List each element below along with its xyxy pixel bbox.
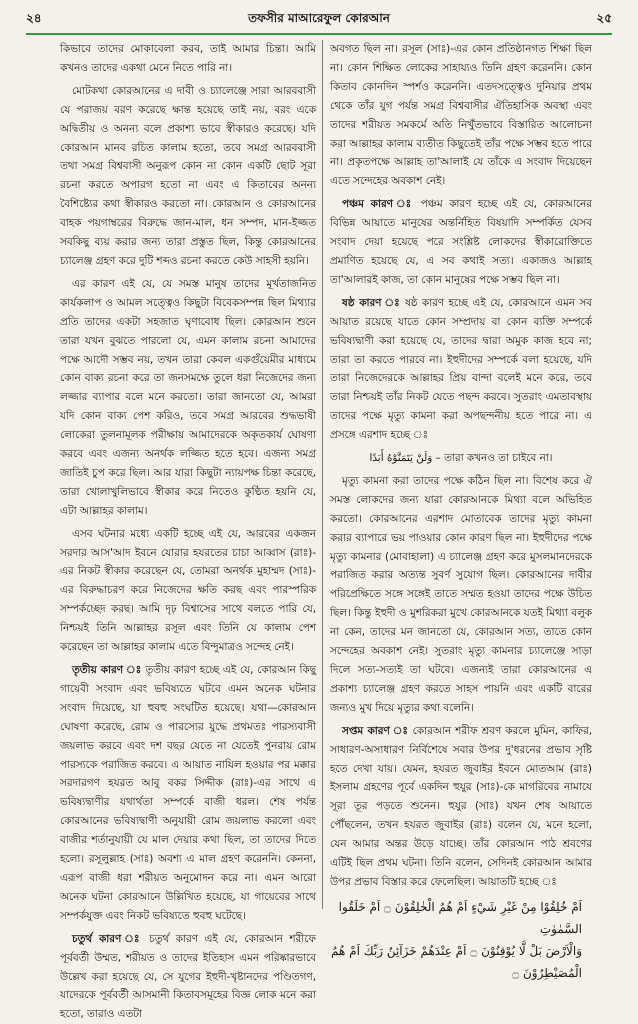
column-divider [322, 40, 323, 909]
section-label: তৃতীয় কারণ ঃ [72, 664, 142, 676]
paragraph: মোটকথা কোরআনের এ দাবী ও চ্যালেঞ্জে সারা আরববাসী যে পরাজয় বরণ করেছে ক্ষান্ত হয়েছে তাই নয়, বরং একে অদ্বিতীয় ও অনন্য বলে প্রকাশ্য ভাবে স্বীকারও করেছে। যদি কোরআন মানব রচিত কালাম হতো, তবে সমগ্র আরববাসী তথা সমগ্র বিশ্ববাসী অনুরূপ কোন না কোন একটি ছোট সূরা রচনা করতে অপারগ হতো না এবং এ কিতাবের অনন্য বৈশিষ্ট্যের কথা স্বীকারও করতো না। কোরআন ও কোরআনের বাহক পয়গাম্বরের বিরুদ্ধে জান-মাল, ধন সম্পদ, মান-ইজ্জত সবকিছু ব্যয় করার জন্য তারা প্রস্তুত ছিল, কিন্তু কোরআনের চ্যালেঞ্জ গ্রহণ করে দুটি শব্দও রচনা করতে কেউ সাহসী হয়নি। [60, 84, 316, 267]
section-label: ষষ্ঠ কারণ ঃ [342, 296, 401, 309]
paragraph-text: চতুর্থ কারণ এই যে, কোরআন শরীফে পূর্ববর্তী উম্মত, শরীয়ত ও তাদের ইতিহাস এমন পরিষ্কারভাবে উল্লেখ করা হয়েছে যে, সে যুগের ইহুদী-খৃষ্টানদের পণ্ডিতগণ, যাদেরকে পূর্ববর্তী আসমানী কিতাবসমূহের বিজ্ঞ লোক মনে করা হতো, তারাও এতটা [60, 932, 316, 1021]
arabic-quote-line [330, 449, 592, 468]
arabic-verse-line: وَالْاَرْضَ بَلْ لَّا يُوْقِنُوْنَ ۝ اَمْ عِنْدَهُمْ خَزَآئِنُ رَبِّكَ اَمْ هُمُ [331, 943, 582, 958]
section-label: চতুর্থ কারণ ঃ [72, 932, 143, 945]
page-number-right: ২৫ [596, 11, 612, 25]
paragraph: এসব ঘটনার মধ্যে একটি হচ্ছে এই যে, আরবের একজন সরদার আস'আদ ইবনে যোরার হযরতের চাচা আব্বাস (রাঃ)-এর নিকট স্বীকার করেছেন যে, তোমরা অনর্থক মুহাম্মদ (সাঃ)-এর বিরুদ্ধাচরণ করে নিজেদের ক্ষতি করছ এবং পারস্পরিক সম্পর্কচ্ছেদ করছ। আমি দৃঢ় বিশ্বাসের সাথে বলতে পারি যে, নিশ্চয়ই তিনি আল্লাহর রসূল এবং তিনি যে কালাম পেশ করেছেন তা আল্লাহর কালাম এতে বিন্দুমাত্রও সন্দেহ নেই। [60, 527, 316, 654]
paragraph: মৃত্যু কামনা করা তাদের পক্ষে কঠিন ছিল না। বিশেষ করে ঐ সমস্ত লোকদের জন্য যারা কোরআনকে মিথ্যা বলে অভিহিত করতো। কোরআনের এরশাদ মোতাবেক তাদের মৃত্যু কামনা করার ব্যাপারে ভয় পাওয়ার কোন কারণ ছিল না। ইহুদীদের পক্ষে মৃত্যু কামনার (মোবাহালা) এ চ্যালেঞ্জ গ্রহণ করে মুসলমানদেরকে পরাজিত করার অত্যন্ত সুবর্ণ সুযোগ ছিল। কোরআনের দাবীর পরিপ্রেক্ষিতে সঙ্গে সঙ্গেই তাতে সম্মত হওয়া তাদের পক্ষে উচিত ছিল। কিন্তু ইহুদী ও মুশরিকরা মুখে কোরআনকে যতই মিথ্যা বলুক না কেন, তাদের মন জানতো যে, কোরআন সত্য, তাতে কোন সন্দেহের অবকাশ নেই। সুতরাং মৃত্যু কামনার চ্যালেঞ্জে সাড়া দিলে সত্য-সত্যই তা ঘটবে। এজন্যই তারা কোরআনের এ প্রকাশ্য চ্যালেঞ্জ গ্রহণ করতে সাহস পায়নি এবং একটি বারের জন্যও মুখ দিয়ে মৃত্যুর কথা বলেনি। [330, 474, 592, 714]
arabic-verse-line: اَمْ خُلِقُوْا مِنْ غَيْرِ شَيْءٍ اَمْ هُمُ الْخٰلِقُوْنَ ۝ اَمْ خَلَقُوا السَّمٰوٰتِ [338, 899, 582, 936]
paragraph-text: ষষ্ঠ কারণ হচ্ছে এই যে, কোরআনে এমন সব আয়াত রয়েছে যাতে কোন সম্প্রদায় বা কোন ব্যক্তি সম্পর্কে ভবিষ্যদ্বাণী করা হয়েছে যে, তাদের দ্বারা অমুক কাজ হবে না; তারা তা করতে পারবে না। ইহুদীদের সম্পর্কে বলা হয়েছে, যদি তারা নিজেদেরকে আল্লাহর প্রিয় বান্দা বলেই মনে করে, তবে তারা নিশ্চয়ই তাঁর নিকট যেতে পছন্দ করবে। সুতরাং এমতাবস্থায় তাদের পক্ষে মৃত্যু কামনা করা অপছন্দনীয় হতে পারে না। এ প্রসঙ্গে এরশাদ হচ্ছে ঃ [330, 296, 592, 442]
paragraph: অবগত ছিল না। রসূল (সাঃ)-এর কোন প্রতিষ্ঠানগত শিক্ষা ছিল না। কোন শিক্ষিত লোকের সাহায্যও তিনি গ্রহণ করেননি। কোন কিতাব কোনদিন স্পর্শও করেননি। এতদসত্ত্বেও দুনিয়ার প্রথম থেকে তাঁর যুগ পর্যন্ত সমগ্র বিশ্ববাসীর ঐতিহাসিক অবস্থা এবং তাদের শরীয়ত সমকর্মে অতি নিখুঁতভাবে বিস্তারিত আলোচনা করা আল্লাহর কালাম ব্যতীত কিছুতেই তাঁর পক্ষে সম্ভব হতে পারে না। প্রকৃতপক্ষে আল্লাহ তা'আলাই যে তাঁকে এ সংবাদ দিয়েছেন এতে সন্দেহের অবকাশ নেই। [330, 43, 592, 188]
paragraph [330, 195, 592, 290]
paragraph-text: তৃতীয় কারণ হচ্ছে এই যে, কোরআন কিছু গায়েবী সংবাদ এবং ভবিষ্যতে ঘটবে এমন অনেক ঘটনার সংবাদ দিয়েছে, যা হুবহু সংঘটিত হয়েছে। যথা—কোরআন ঘোষণা করেছে, রোম ও পারস্যের যুদ্ধে প্রথমতঃ পারস্যবাসী জয়লাভ করবে এবং দশ বছর যেতে না যেতেই পুনরায় রোম পারস্যকে পরাজিত করবে। এ আয়াত নাযিল হওয়ার পর মক্কার সরদারগণ হযরত আবু বকর সিদ্দীক (রাঃ)-এর সাথে এ ভবিষ্যদ্বাণীর যথার্থতা সম্পর্কে বাজী ধরল। শেষ পর্যন্ত কোরআনের ভবিষ্যদ্বাণী অনুযায়ী রোম জয়লাভ করলো এবং বাজীর শর্তানুযায়ী যে মাল দেয়ার কথা ছিল, তা তাদের দিতে হলো। রসূলুল্লাহ (সাঃ) অবশ্য এ মাল গ্রহণ করেননি। কেননা, এরূপ বাজী ধরা শরীয়ত অনুমোদন করে না। এমন আরো অনেক ঘটনা কোরআনে উল্লিখিত হয়েছে, যা গায়েবের সাথে সম্পর্কযুক্ত এবং নিকট ভবিষ্যতে হুবহু ঘটেছে। [60, 664, 316, 922]
section-label: সপ্তম কারণ ঃ [342, 724, 409, 737]
paragraph: এর কারণ এই যে, যে সমস্ত মানুষ তাদের মূর্খতাজনিত কার্যকলাপ ও আমল সত্ত্বেও কিছুটা বিবেকসম্পন্ন ছিল মিথ্যার প্রতি তাদের একটা সহজাত ঘৃণাবোধ ছিল। কোরআন শুনে তারা যখন বুঝতে পারলো যে, এমন কালাম রচনা আমাদের পক্ষে আদৌ সম্ভব নয়, তখন তারা কেবল একগুঁয়েমীর মাধ্যমে কোন বাক্য রচনা করে তা জনসমক্ষে তুলে ধরা নিজেদের জন্য লজ্জার ব্যাপার বলে মনে করতো। তারা জানতো যে, আমরা যদি কোন বাক্য পেশ করিও, তবে সমগ্র আরবের শুদ্ধভাষী লোকেরা তুলনামূলক পরীক্ষায় আমাদেরকে অকৃতকার্য ঘোষণা করবে এবং এজন্য অনর্থক লজ্জিত হতে হবে। এজন্য সমগ্র জাতিই চুপ করে ছিল। আর যারা কিছুটা ন্যায়পক্ষ চিন্তা করেছে, তারা খোলাখুলিভাবে স্বীকার করে নিতেও কুণ্ঠিত হয়নি যে, এটা আল্লাহর কালাম। [60, 277, 316, 517]
section-label: পঞ্চম কারণ ঃ [342, 198, 415, 211]
page-title: তফসীর মাআরেফুল কোরআন [248, 11, 390, 25]
left-column [60, 40, 316, 1021]
paragraph [60, 930, 316, 1024]
paragraph-text: পঞ্চম কারণ হচ্ছে এই যে, কোরআনের বিভিন্ন আয়াতে মানুষের অন্তর্নিহিত বিষয়াদি সম্পর্কিত যেসব সংবাদ দেয়া হয়েছে পরে সংশ্লিষ্ট লোকদের স্বীকারোক্তিতে প্রমাণিত হয়েছে যে, এ সব কথাই সত্য। একাজও আল্লাহ তা'আলারই কাজ, তা কোন মানুষের পক্ষে সম্ভব ছিল না। [330, 198, 592, 286]
right-column [330, 40, 593, 980]
page-number-left: ২৪ [26, 11, 42, 25]
paragraph-text: কোরআন শরীফ শ্রবণ করলে মুমিন, কাফির, সাধারণ-অসাধারণ নির্বিশেষে সবার উপর দু'ধরনের প্রভাব সৃষ্টি হতে দেখা যায়। যেমন, হযরত জুবাইর ইবনে মোতআম (রাঃ) ইসলাম গ্রহণের পূর্বে একদিন হুযুর (সাঃ)-কে মাগরিবের নামাযে সূরা তূর পড়তে শুনেন। হুযুর (সাঃ) যখন শেষ আয়াতে পৌঁছলেন, তখন হযরত জুবাইর (রাঃ) বলেন যে, মনে হলো, যেন আমার অন্তর উড়ে যাচ্ছে। তাঁর কোরআন পাঠ শ্রবণের এটিই ছিল প্রথম ঘটনা। তিনি বলেন, সেদিনই কোরআন আমার উপর প্রভাব বিস্তার করে ফেলেছিল। আয়াতটি হচ্ছে ঃ [330, 724, 593, 888]
arabic-verse-line: الْمُصَيْطِرُوْنَ ۝ [512, 965, 582, 980]
page-header [26, 8, 612, 30]
header-rule [26, 33, 612, 35]
paragraph: কিভাবে তাদের মোকাবেলা করব, তাই আমার চিন্তা। আমি কখনও তাদের একথা মেনে নিতে পারি না। [60, 43, 316, 74]
paragraph [60, 661, 316, 926]
arabic-verse: وَلَنْ يَتَمَنَّوْهُ أَبَدًا [369, 452, 433, 465]
paragraph [330, 294, 592, 445]
arabic-verse-block [330, 896, 592, 984]
verse-translation: – তারা কখনও তা চাইবে না। [435, 452, 553, 465]
paragraph [330, 722, 592, 892]
